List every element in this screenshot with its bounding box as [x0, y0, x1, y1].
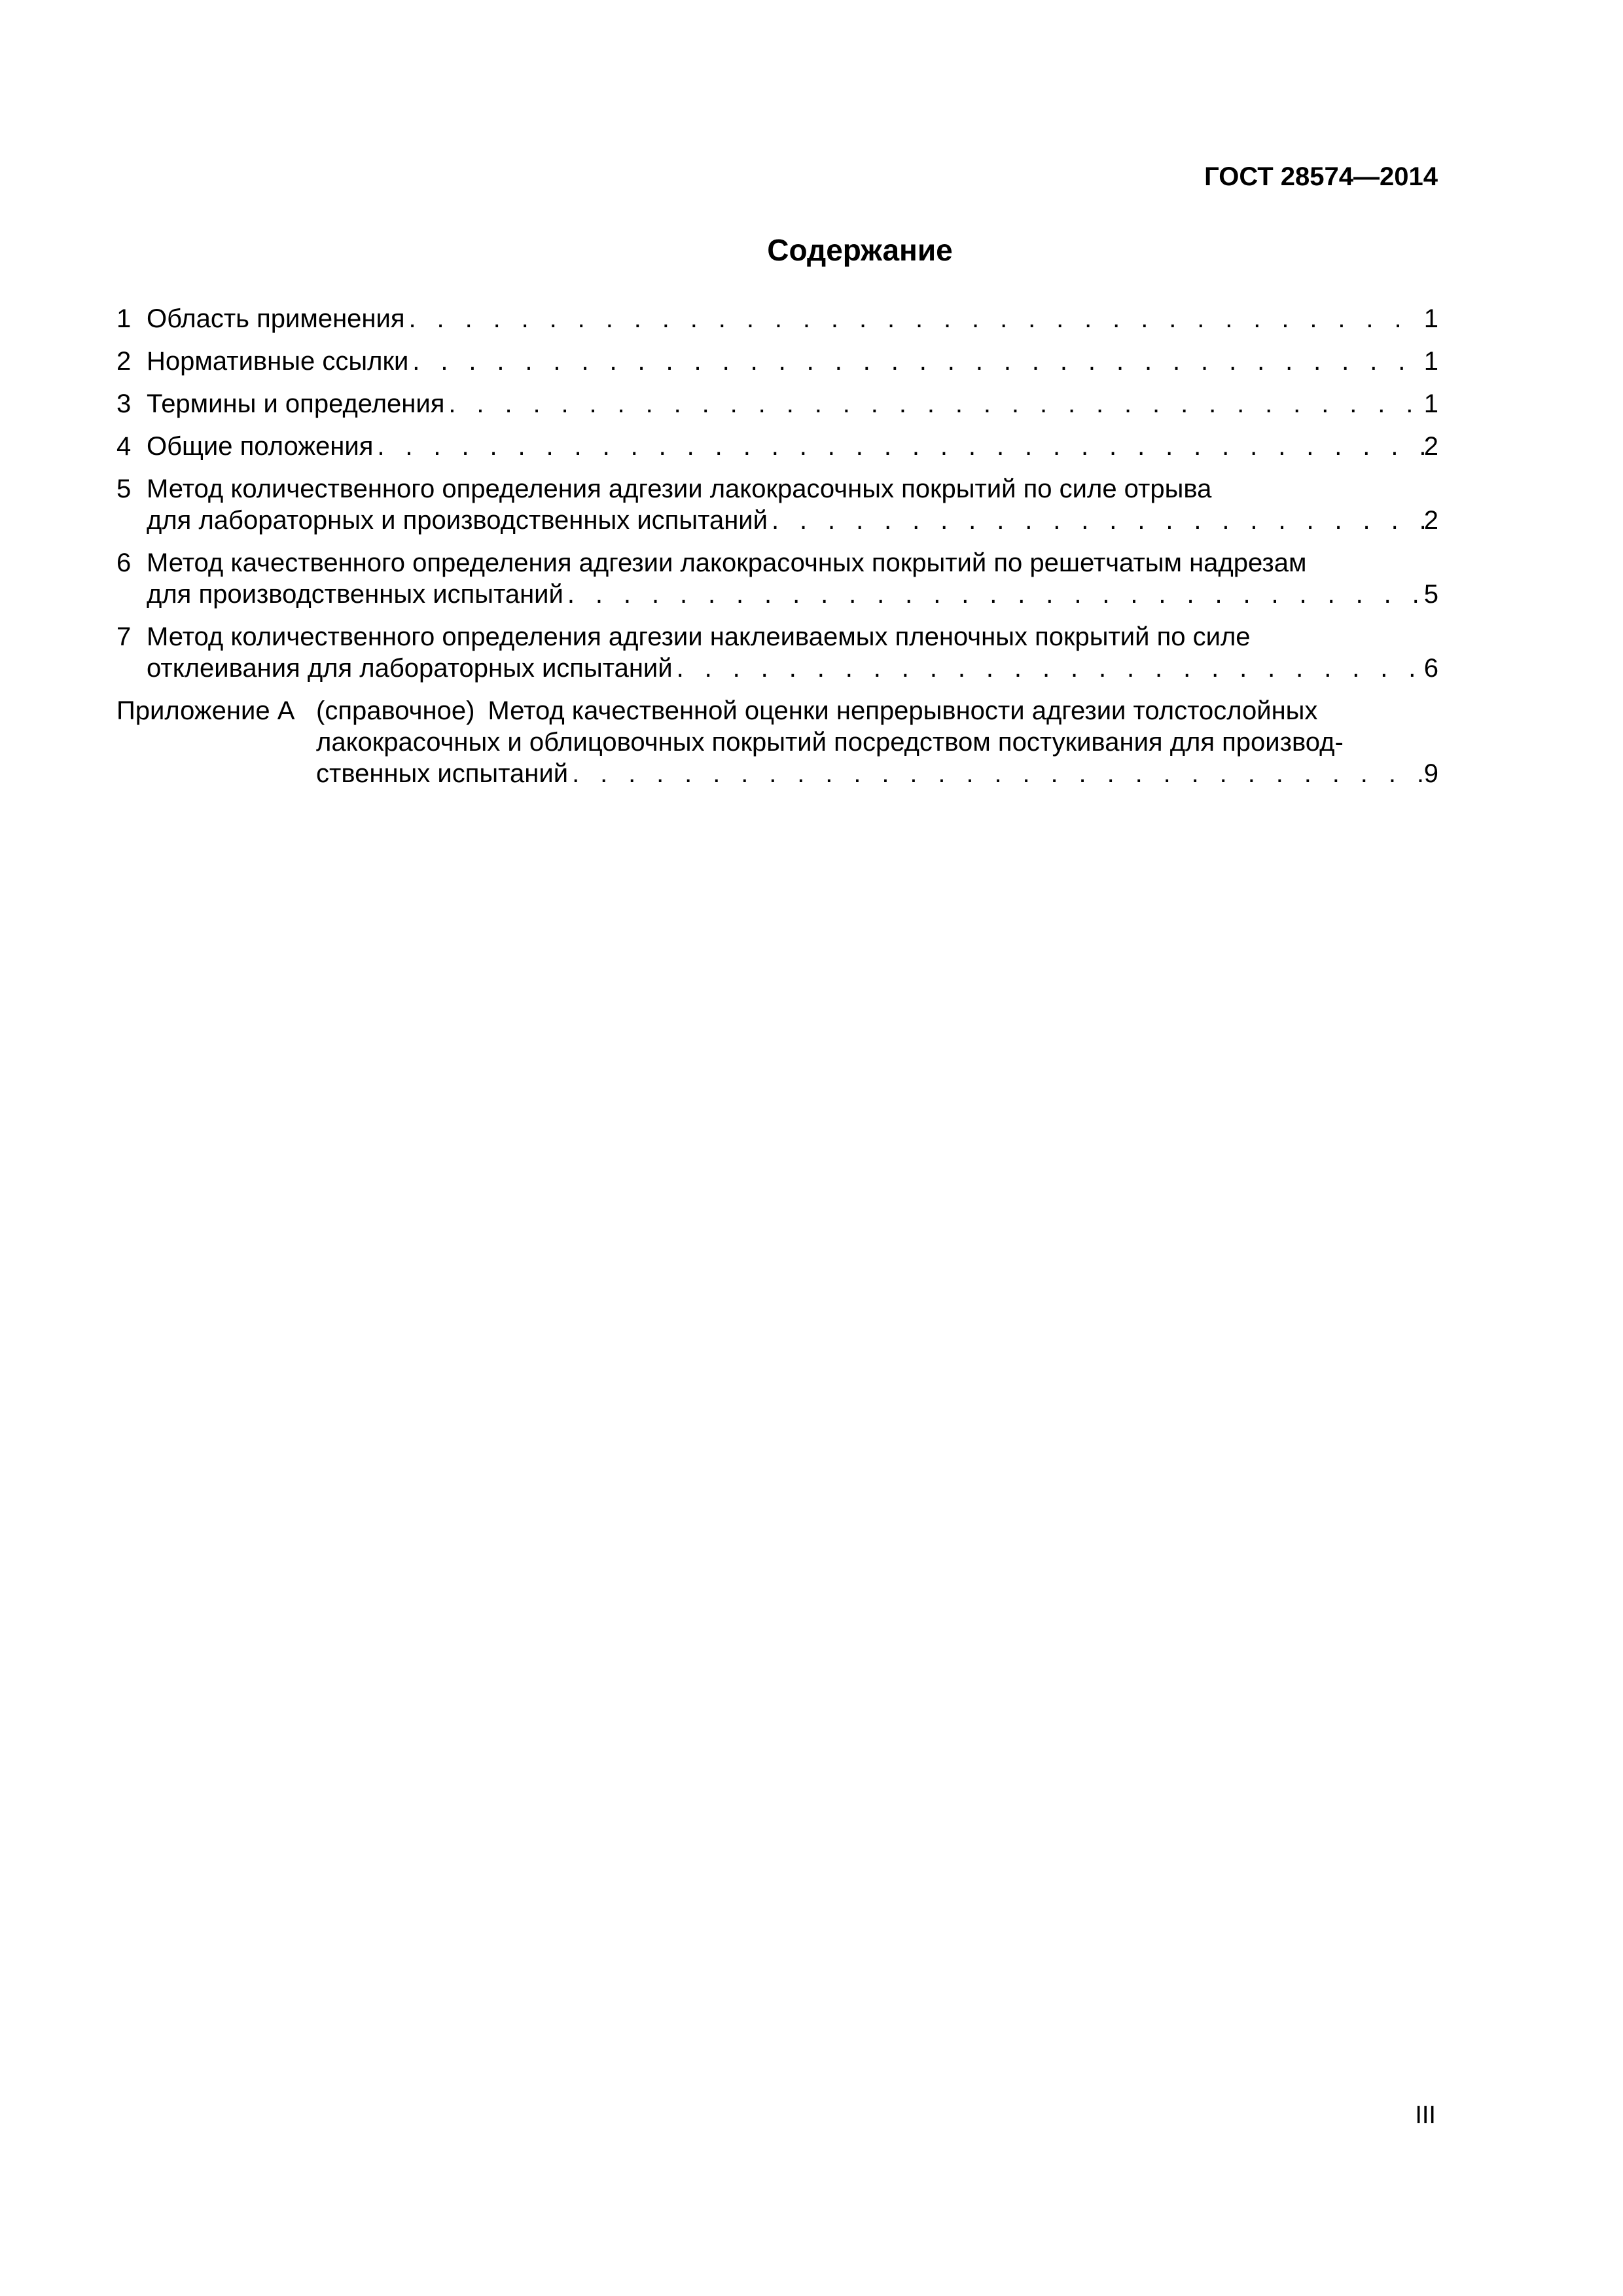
- appendix-page: 9: [1423, 759, 1438, 788]
- toc-entry-page: 6: [1423, 654, 1438, 683]
- appendix-label: Приложение А: [116, 696, 295, 725]
- toc-entry-title-line: Метод количественного определения адгезии лакокрасочных покрытий по силе отрыва: [147, 475, 1212, 503]
- toc-entry[interactable]: [116, 346, 1438, 377]
- dot-leader: [373, 431, 1423, 462]
- appendix-type: (справочное): [316, 696, 475, 725]
- toc-entry-title-line: Метод качественного определения адгезии лакокрасочных покрытий по решетчатым надрезам: [147, 548, 1307, 577]
- toc-entry[interactable]: [116, 431, 1438, 462]
- toc-entry[interactable]: [116, 303, 1438, 334]
- toc-entry-number: 6: [116, 548, 132, 577]
- dot-leader: [444, 388, 1423, 420]
- dot-leader: [768, 505, 1424, 536]
- toc-entry-page: 1: [1423, 304, 1438, 333]
- toc-entry-title: Общие положения: [147, 432, 374, 461]
- toc-entry-page: 5: [1423, 580, 1438, 609]
- appendix-title-line: лакокрасочных и облицовочных покрытий посредством постукивания для производ-: [316, 728, 1344, 757]
- toc-entry[interactable]: [116, 621, 1438, 684]
- appendix-title-line: Метод качественной оценки непрерывности адгезии толстослойных: [488, 696, 1318, 725]
- toc-entry-page: 2: [1423, 432, 1438, 461]
- dot-leader: [405, 303, 1424, 334]
- toc-entry-number: 2: [116, 347, 132, 376]
- toc-entry-title: отклеивания для лабораторных испытаний: [147, 654, 673, 683]
- toc-entry-title: Область применения: [147, 304, 405, 333]
- toc-entry-number: 4: [116, 432, 132, 461]
- toc-entry-title: Нормативные ссылки: [147, 347, 409, 376]
- toc-entry-page: 1: [1423, 347, 1438, 376]
- appendix-title: ственных испытаний: [316, 759, 569, 788]
- toc-entry-number: 5: [116, 475, 132, 503]
- table-of-contents: [116, 303, 1438, 789]
- toc-entry-title: для производственных испытаний: [147, 580, 563, 609]
- toc-entry[interactable]: [116, 547, 1438, 610]
- dot-leader: [568, 758, 1424, 789]
- toc-entry-title-line: Метод количественного определения адгезии наклеиваемых пленочных покрытий по силе: [147, 622, 1251, 651]
- dot-leader: [673, 653, 1424, 684]
- dot-leader: [408, 346, 1423, 377]
- toc-title: Содержание: [767, 233, 953, 267]
- document-code: ГОСТ 28574—2014: [1204, 162, 1438, 191]
- toc-entry[interactable]: [116, 473, 1438, 536]
- toc-entry-number: 3: [116, 389, 132, 418]
- page-number: III: [1415, 2102, 1436, 2129]
- toc-entry-page: 2: [1423, 506, 1438, 535]
- toc-appendix-entry[interactable]: [116, 695, 1438, 789]
- toc-entry-page: 1: [1423, 389, 1438, 418]
- toc-entry-title: для лабораторных и производственных испытаний: [147, 506, 768, 535]
- dot-leader: [563, 579, 1424, 610]
- toc-entry-number: 7: [116, 622, 132, 651]
- toc-entry-title: Термины и определения: [147, 389, 445, 418]
- toc-entry[interactable]: [116, 388, 1438, 420]
- toc-entry-number: 1: [116, 304, 132, 333]
